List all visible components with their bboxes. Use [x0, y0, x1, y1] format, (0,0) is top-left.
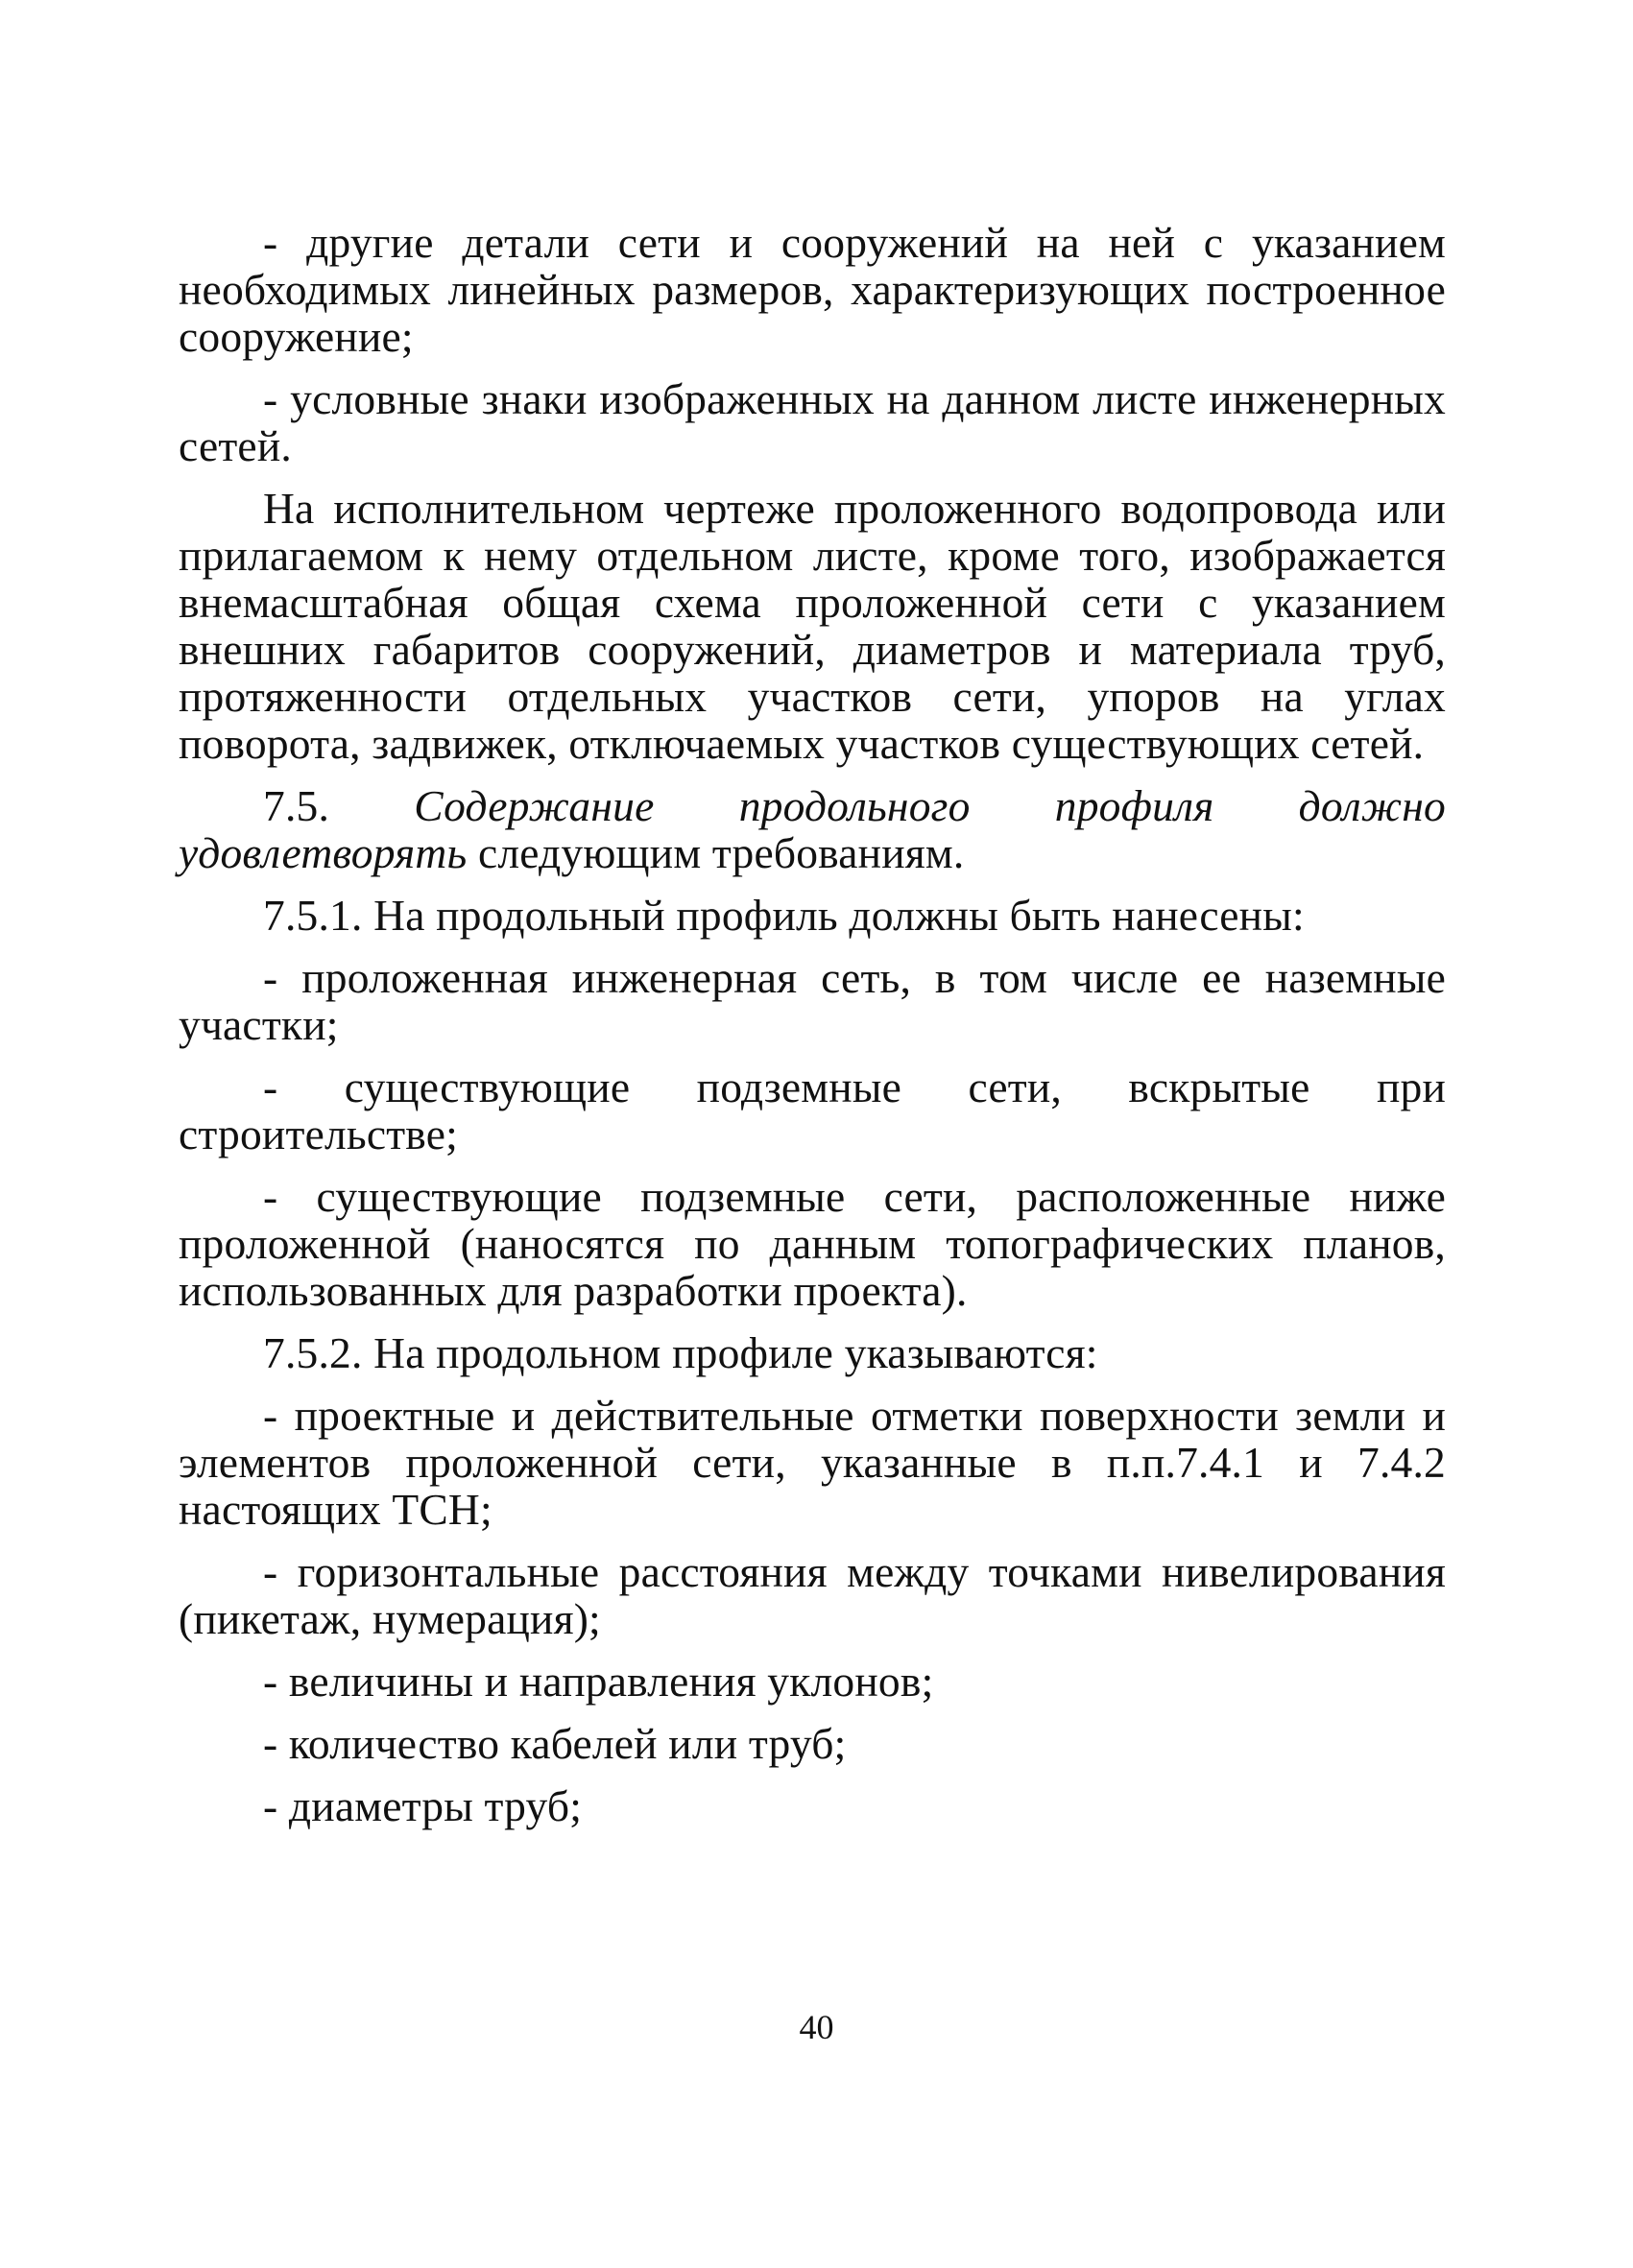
section-italic-text: Содержание продольного профиля должно удовлетворять: [179, 781, 1447, 877]
list-item-elevations: - проектные и действительные отметки поверхности земли и элементов проложенной сети, указанные в п.п.7.4.1 и 7.4.2 настоящих ТСН;: [179, 1391, 1446, 1534]
paragraph-water-supply-scheme: На исполнительном чертеже проложенного водопровода или прилагаемом к нему отдельном листе, кроме того, изображается внемасштабная общая схема проложенной сети с указанием внешних габаритов сооружений, диаметров и материала труб, протяженности отдельных участков сети, упоров на углах поворота, задвижек, отключаемых участков существующих сетей.: [179, 484, 1446, 768]
section-rest-text: следующим требованиям.: [467, 828, 965, 877]
page-number: 40: [799, 2008, 834, 2046]
list-item-slopes: - величины и направления уклонов;: [263, 1657, 934, 1706]
list-item-cables-count: - количество кабелей или труб;: [263, 1719, 847, 1768]
list-item-horizontal-distances: - горизонтальные расстояния между точками нивелирования (пикетаж, нумерация);: [179, 1547, 1446, 1643]
paragraph-section-7-5-2: 7.5.2. На продольном профиле указываются:: [263, 1328, 1098, 1377]
section-number: 7.5.: [263, 781, 330, 830]
paragraph-symbols: - условные знаки изображенных на данном листе инженерных сетей.: [179, 374, 1446, 470]
paragraph-section-7-5-1: 7.5.1. На продольный профиль должны быть нанесены:: [263, 891, 1305, 940]
paragraph-other-details: - другие детали сети и сооружений на ней с указанием необходимых линейных размеров, характеризующих построенное сооружение;: [179, 218, 1446, 361]
paragraph-section-7-5: [179, 782, 1446, 876]
list-item-existing-below: - существующие подземные сети, расположенные ниже проложенной (наносятся по данным топографических планов, использованных для разработки проекта).: [179, 1172, 1446, 1315]
body-text: [179, 219, 1446, 1829]
list-item-pipe-diameters: - диаметры труб;: [263, 1781, 583, 1830]
list-item-laid-network: - проложенная инженерная сеть, в том числе ее наземные участки;: [179, 953, 1446, 1049]
list-item-existing-opened: - существующие подземные сети, вскрытые при строительстве;: [179, 1062, 1446, 1158]
